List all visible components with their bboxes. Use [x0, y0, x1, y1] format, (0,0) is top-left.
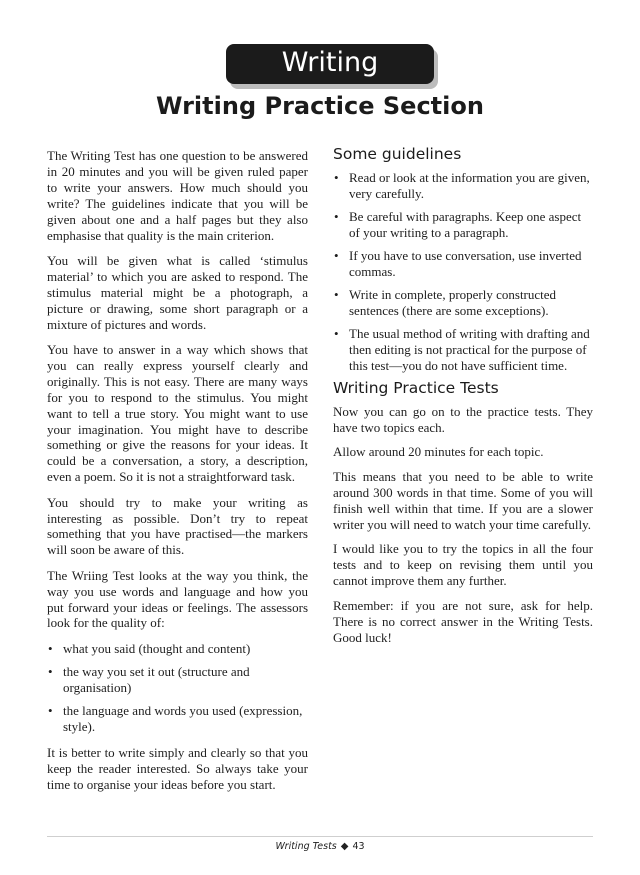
list-item: • the way you set it out (structure and organisation): [48, 663, 250, 695]
footer-divider: [47, 836, 593, 837]
page-number: 43: [352, 841, 365, 852]
page-title: Writing Practice Section: [156, 92, 484, 120]
right-column: [333, 147, 593, 654]
paragraph: The Writing Test has one question to be answered in 20 minutes and you will be given ruled paper to write your answers. How much should you write? The guidelines indicate that you will be given about one and a half pages but they also emphasise that quality is the main criterion.: [47, 148, 308, 243]
book-title: Writing Tests: [275, 841, 337, 852]
section-heading: Writing Practice Tests: [333, 378, 499, 397]
quality-list: [47, 641, 308, 735]
paragraph: It is better to write simply and clearly so that you keep the reader interested. So always take your time to organise your ideas before you start.: [47, 744, 308, 792]
list-item: • The usual method of writing with drafting and then editing is not practical for the purpose of this test—you do not have sufficient time.: [334, 325, 590, 373]
bullet-icon: •: [48, 702, 53, 718]
bullet-icon: •: [334, 247, 339, 263]
list-item: • If you have to use conversation, use inverted commas.: [334, 247, 582, 279]
paragraph: This means that you need to be able to write around 300 words in that time. Some of you will finish well within that time. If you are a slower writer you will need to watch your time carefully.: [333, 469, 593, 532]
list-item: • Write in complete, properly constructed sentences (there are some exceptions).: [334, 286, 557, 318]
bullet-icon: •: [334, 286, 339, 302]
list-item: • Read or look at the information you are given, very carefully.: [334, 169, 590, 201]
bullet-icon: •: [334, 208, 339, 224]
bullet-icon: •: [334, 169, 339, 185]
paragraph: I would like you to try the topics in all the four tests and to keep on revising them until you cannot improve them any further.: [333, 541, 593, 589]
paragraph: Remember: if you are not sure, ask for help. There is no correct answer in the Writing Tests. Good luck!: [333, 597, 593, 645]
bullet-icon: •: [334, 325, 339, 341]
paragraph: You will be given what is called ‘stimulus material’ to which you are asked to respond. The stimulus material might be a photograph, a picture or drawing, some short paragraph or a mixture of pictures and words.: [47, 252, 308, 332]
paragraph: You should try to make your writing as interesting as possible. Don’t try to repeat something that you have practised—the markers will soon be aware of this.: [47, 494, 308, 558]
paragraph: Now you can go on to the practice tests. They have two topics each.: [333, 403, 593, 435]
list-item: • what you said (thought and content): [48, 640, 251, 656]
diamond-icon: ◆: [340, 841, 349, 852]
section-heading: Some guidelines: [333, 145, 462, 163]
section-banner: [226, 44, 434, 84]
page-footer: [0, 841, 640, 852]
section-banner-label: Writing: [281, 47, 379, 78]
guidelines-list: [333, 170, 593, 374]
paragraph: You have to answer in a way which shows that you can really express yourself clearly and originally. This is not easy. There are many ways for you to respond to the stimulus. You might want to tell a true story. You might want to use your imagination. You might have to describe something or give the reasons for your ideas. It could be a conversation, a story, a description, even a poem. So it is not a straightforward task.: [47, 341, 308, 485]
bullet-icon: •: [48, 640, 53, 656]
paragraph: The Wriing Test looks at the way you think, the way you use words and language and how you put forward your ideas or feelings. The assessors look for the quality of:: [47, 567, 308, 631]
bullet-icon: •: [48, 663, 53, 679]
list-item: • Be careful with paragraphs. Keep one aspect of your writing to a paragraph.: [334, 208, 582, 240]
list-item: • the language and words you used (expression, style).: [48, 702, 303, 734]
paragraph: Allow around 20 minutes for each topic.: [333, 444, 544, 460]
left-column: [47, 148, 308, 802]
